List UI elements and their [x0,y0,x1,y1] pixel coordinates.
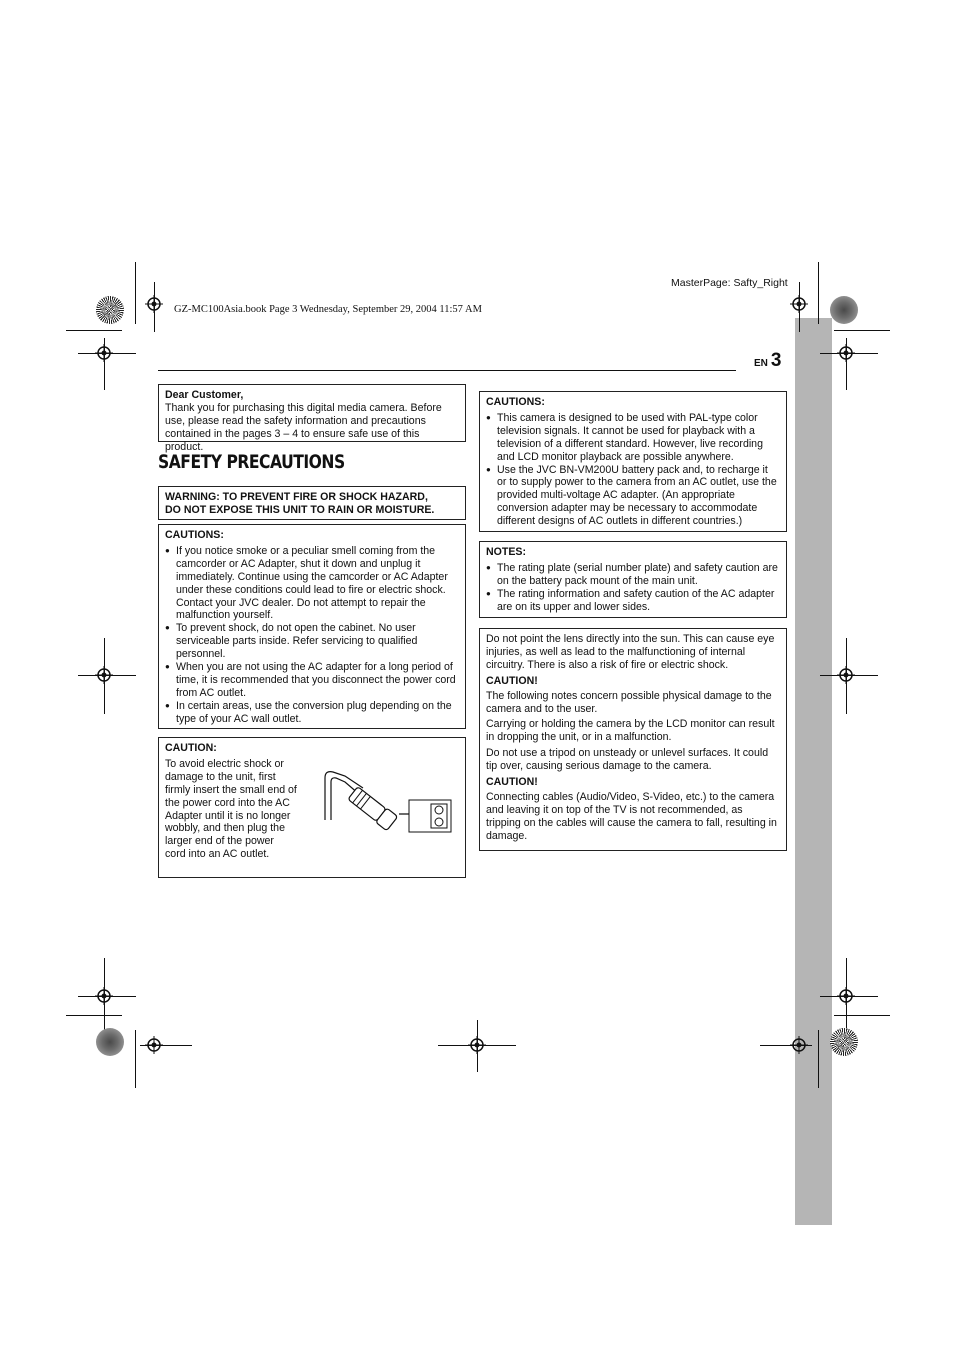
notes-list [486,562,780,614]
masterpage-label: MasterPage: Safty_Right [671,277,788,289]
registration-crosshair-icon [837,344,855,362]
crop-mark [135,262,136,324]
power-cord-plug-icon [323,768,453,848]
registration-crosshair-icon [95,987,113,1005]
notes-box [479,541,787,618]
page-title: SAFETY PRECAUTIONS [158,451,345,473]
caution-2-heading: CAUTION! [486,776,538,789]
crop-mark [66,330,122,331]
registration-crosshair-icon [145,295,163,313]
cautions-left-box [158,524,466,729]
list-item: ● In certain areas, use the conversion plug depending on the type of your AC wall outlet. [165,700,459,726]
cautions-right-list [486,412,780,528]
registration-crosshair-icon [837,987,855,1005]
crop-mark [135,1030,136,1088]
list-item: ● If you notice smoke or a peculiar smell coming from the camcorder or AC Adapter, shut it down and unplug it immediately. Continue using the camcorder or AC Adapter under these conditions could lead to fire or electric shock. Contact your JVC dealer. Do not attempt to repair the malfunction yourself. [165,545,459,622]
caution-1-paragraph: Carrying or holding the camera by the LCD monitor can result in dropping the unit, or in a malfunction. [486,718,775,744]
list-item: ● The rating information and safety caution of the AC adapter are on its upper and lower sides. [486,588,780,614]
dear-customer-heading: Dear Customer, [165,389,244,401]
dear-customer-body: Thank you for purchasing this digital media camera. Before use, please read the safety information and precautions contained in the pages 3 – 4 to ensure safe use of this product. [165,401,442,453]
list-item: ● The rating plate (serial number plate) and safety caution are on the battery pack mount of the main unit. [486,562,780,588]
crop-mark [818,262,819,324]
print-target-icon [830,1028,858,1056]
cautions-left-heading: CAUTIONS: [165,529,224,541]
page-number [754,350,781,372]
list-item: ● To prevent shock, do not open the cabinet. No user serviceable parts inside. Refer servicing to qualified personnel. [165,622,459,661]
caution-1-paragraph: Do not use a tripod on unsteady or unlevel surfaces. It could tip over, causing serious damage to the camera. [486,747,769,773]
list-item: ● This camera is designed to be used with PAL-type color television signals. It cannot be used for playback with a television of a different standard. However, live recording and LCD monitor playback are possible anywhere. [486,412,780,464]
print-target-icon [96,1028,124,1056]
lens-caution-box [479,628,787,851]
caution-1-paragraph: The following notes concern possible physical damage to the camera and to the user. [486,689,772,715]
language-code: EN [754,358,768,369]
registration-crosshair-icon [837,666,855,684]
crop-mark [834,330,890,331]
registration-crosshair-icon [468,1036,486,1054]
registration-crosshair-icon [95,344,113,362]
cautions-left-list [165,545,459,726]
cautions-right-box [479,391,787,532]
list-item: ● Use the JVC BN-VM200U battery pack and, to recharge it or to supply power to the camera from an AC outlet, use the provided multi-voltage AC adapter. (An appropriate conversion adapter may be necessary to accommodate different designs of AC outlets in different countries.) [486,464,780,529]
registration-crosshair-icon [790,295,808,313]
side-thumb-tab [795,318,832,1225]
lens-intro: Do not point the lens directly into the sun. This can cause eye injuries, as well as lead to the malfunctioning of internal circuitry. There is also a risk of fire or electric shock. [486,633,775,671]
book-info-line: GZ-MC100Asia.book Page 3 Wednesday, September 29, 2004 11:57 AM [174,304,482,315]
caution-1-heading: CAUTION! [486,674,538,687]
caution-plug-box [158,737,466,878]
crop-mark [818,1030,819,1088]
crop-mark [66,1015,122,1016]
notes-heading: NOTES: [486,546,527,558]
registration-crosshair-icon [790,1036,808,1054]
cautions-right-heading: CAUTIONS: [486,396,545,408]
caution-2-paragraph: Connecting cables (Audio/Video, S-Video, etc.) to the camera and leaving it on top of the TV is not recommended, as tripping on the cables will cause the camera to fall, resulting in damage. [486,790,777,842]
print-target-icon [830,296,858,324]
header-rule [158,370,736,371]
registration-crosshair-icon [145,1036,163,1054]
warning-line-1: WARNING: TO PREVENT FIRE OR SHOCK HAZARD, [165,491,428,503]
dear-customer-box [158,384,466,453]
page-number-value: 3 [770,350,782,371]
caution-plug-body: To avoid electric shock or damage to the unit, first firmly insert the small end of the power cord into the AC Adapter until it is no longer wobbly, and then plug the larger end of the power cord into an AC outlet. [165,757,297,861]
list-item: ● When you are not using the AC adapter for a long period of time, it is recommended that you disconnect the power cord from AC outlet. [165,661,459,700]
caution-plug-heading: CAUTION: [165,742,217,754]
print-target-icon [96,296,124,324]
crop-mark [834,1015,890,1016]
warning-box [158,486,466,520]
registration-crosshair-icon [95,666,113,684]
warning-line-2: DO NOT EXPOSE THIS UNIT TO RAIN OR MOISTURE. [165,503,435,516]
